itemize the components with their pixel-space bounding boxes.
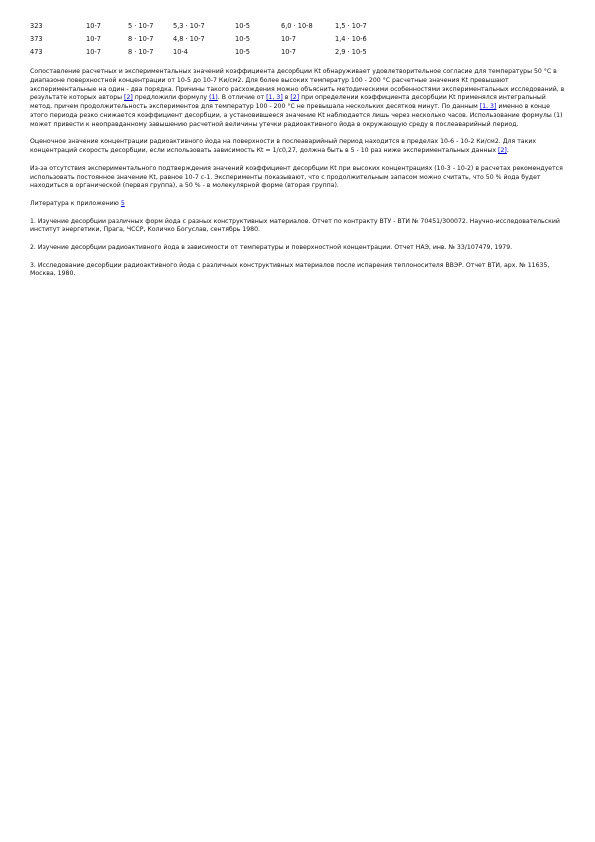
table-cell: 10-7 — [86, 47, 101, 56]
table-cell: 10-7 — [86, 21, 101, 30]
document-text — [30, 68, 566, 288]
text-segment: именно в конце этого периода резко снижается коэффициент десорбции, а установившееся значение Кt наблюдается лишь через несколько часов. Использование формулы (1) может привести к неоправданному завышению расчетной величины утечки радиоактивного йода в окружающую среду в послеаварийный период. — [30, 103, 563, 128]
text-segment: при определении коэффициента десорбции Кt применялся интегральный метод, причем продолжительность экспериментов для температур 100 - 200 °С не превышала нескольких десятков минут. По данным — [30, 94, 546, 111]
reference-link[interactable]: [2] — [498, 147, 507, 155]
table-cell: 1,4 · 10-6 — [335, 34, 367, 43]
appendix-link[interactable]: 5 — [120, 199, 125, 207]
reference-link[interactable]: [1, 3] — [266, 94, 283, 102]
table-cell: 10-7 — [281, 34, 296, 43]
table-cell: 6,0 · 10-8 — [281, 21, 313, 30]
table-cell: 5 · 10-7 — [128, 21, 154, 30]
paragraph-recommendation: Из-за отсутствия экспериментального подтверждения значений коэффициент десорбции Кt при высоких концентрациях (10-3 - 10-2) в расчетах рекомендуется использовать постоянное значение Кt, равное 10-7 с-1. Эксперименты показывают, что с продолжительным запасом можно считать, что 50 % йода будет находиться в органической (первая группа), а 50 % - в молекулярной форме (вторая группа). — [30, 164, 563, 190]
table-cell: 4,8 · 10-7 — [173, 34, 205, 43]
paragraph-comparison — [30, 68, 566, 130]
table-row — [30, 45, 395, 58]
reference-1: 1. Изучение десорбции различных форм йода с разных конструктивных материалов. Отчет по контракту ВТУ - ВТИ № 70451/300072. Научно-исследовательский институт энергетики, Прага, ЧССР, Количко Богуслав, сентябрь 1980. — [30, 217, 560, 234]
reference-2: 2. Изучение десорбции радиоактивного йода в зависимости от температуры и поверхностной концентрации. Отчет НАЭ, инв. № 33/107479, 1979. — [30, 243, 513, 251]
table-cell: 10-5 — [235, 21, 250, 30]
table-cell: 10-7 — [281, 47, 296, 56]
formula-link[interactable]: (1) — [209, 94, 218, 102]
text-segment: Сопоставление расчетных и экспериментальных значений коэффициента десорбции Кt обнаруживает удовлетворительное согласие для температуры 50 °С в диапазоне поверхностной концентрации от 10-5 до 10-7 Ки/см2. Для более высоких температур 100 - 200 °С расчетные значения Кt превышают экспериментальные на один - два порядка. Причины такого расхождения можно объяснить методическими особенностями экспериментальных исследований, в результате которых авторы — [30, 68, 565, 102]
table-cell: 8 · 10-7 — [128, 47, 154, 56]
text-segment: Оценочное значение концентрации радиоактивного йода на поверхности в послеаварийный период находится в пределах 10-6 - 10-2 Ки/см2. Для таких концентраций скорость десорбции, если использовать зависимость Кt = 1/с0,27, должна быть в 5 - 10 раз ниже экспериментальных данных — [30, 138, 537, 155]
text-segment: . — [506, 147, 509, 155]
text-segment: в — [282, 94, 291, 102]
table-cell: 8 · 10-7 — [128, 34, 154, 43]
reference-link[interactable]: [1, 3] — [479, 103, 497, 111]
table-row — [30, 32, 395, 45]
text-segment: . В отличие от — [217, 94, 267, 102]
table-cell: 10-5 — [235, 47, 250, 56]
table-cell: 323 — [30, 21, 43, 30]
paragraph-estimate — [30, 138, 566, 156]
table-cell: 10-4 — [173, 47, 188, 56]
table-cell: 10-5 — [235, 34, 250, 43]
table-row — [30, 19, 395, 32]
table-body — [30, 19, 395, 58]
table-cell: 10-7 — [86, 34, 101, 43]
table-cell: 1,5 · 10-7 — [335, 21, 367, 30]
reference-link[interactable]: [2] — [290, 94, 300, 102]
reference-3: 3. Исследование десорбции радиоактивного йода с различных конструктивных материалов после испарения теплоносителя ВВЭР. Отчет ВТИ, арх. № 11635, Москва, 1980. — [30, 261, 550, 278]
table-cell: 473 — [30, 47, 43, 56]
table-cell: 373 — [30, 34, 43, 43]
table-cell: 5,3 · 10-7 — [173, 21, 205, 30]
desorption-table — [30, 19, 395, 58]
text-segment: предложили формулу — [132, 94, 210, 102]
table-cell: 2,9 · 10-5 — [335, 47, 367, 56]
literature-heading — [30, 200, 566, 209]
reference-link[interactable]: [2] — [124, 94, 133, 102]
literature-label: Литература к приложению — [30, 199, 121, 207]
